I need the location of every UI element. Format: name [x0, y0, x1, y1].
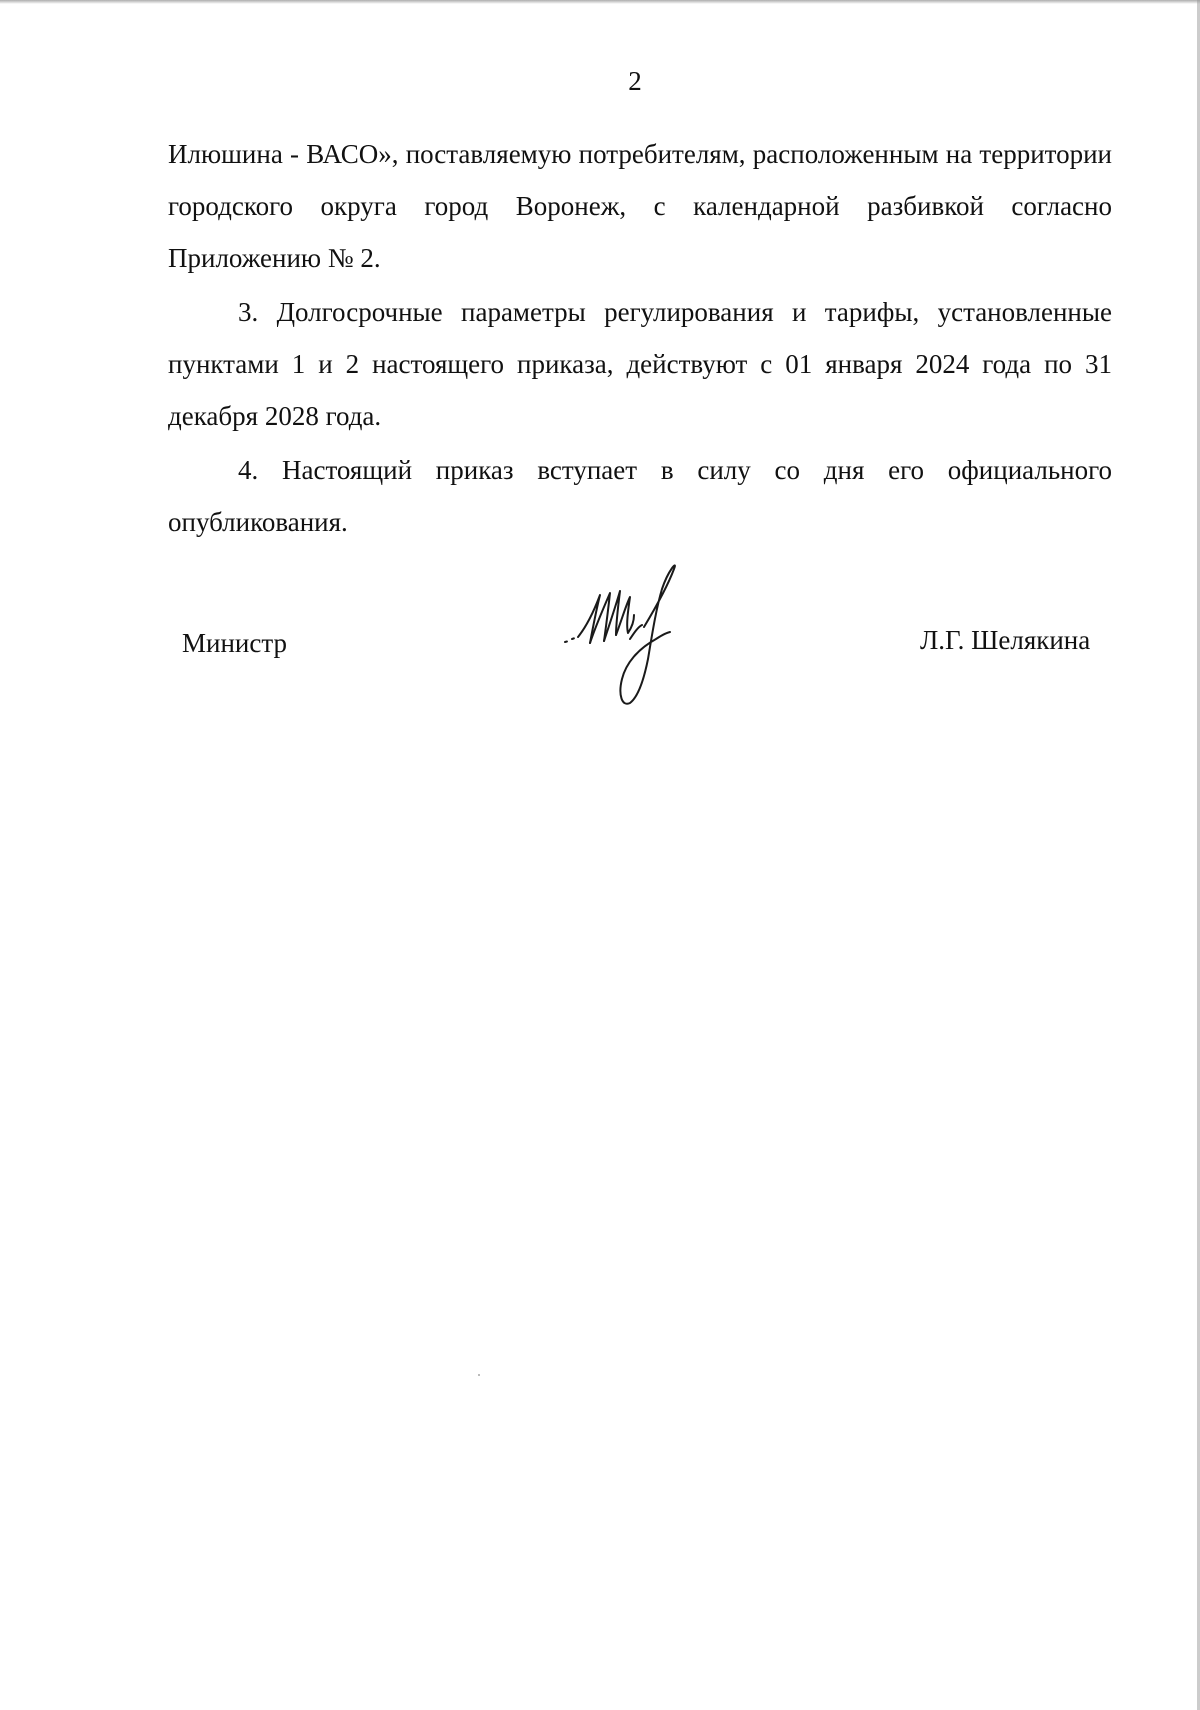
scan-edge-top	[0, 0, 1200, 4]
scan-speck	[478, 1374, 480, 1376]
handwritten-signature	[560, 555, 710, 715]
signatory-name: Л.Г. Шелякина	[920, 625, 1091, 655]
page-number: 2	[628, 66, 642, 96]
signatory-position: Министр	[182, 628, 287, 658]
paragraph-item-4: 4. Настоящий приказ вступает в силу со дня его официального опубликования.	[168, 455, 1112, 537]
paragraph-item-3: 3. Долгосрочные параметры регулирования и тарифы, установленные пунктами 1 и 2 настоящего приказа, действуют с 01 января 2024 года по 31 декабря 2028 года.	[168, 297, 1112, 431]
paragraph-continuation: Илюшина - ВАСО», поставляемую потребителям, расположенным на территории городского округа город Воронеж, с календарной разбивкой согласно Приложению № 2.	[168, 139, 1112, 273]
document-body	[168, 128, 1112, 548]
